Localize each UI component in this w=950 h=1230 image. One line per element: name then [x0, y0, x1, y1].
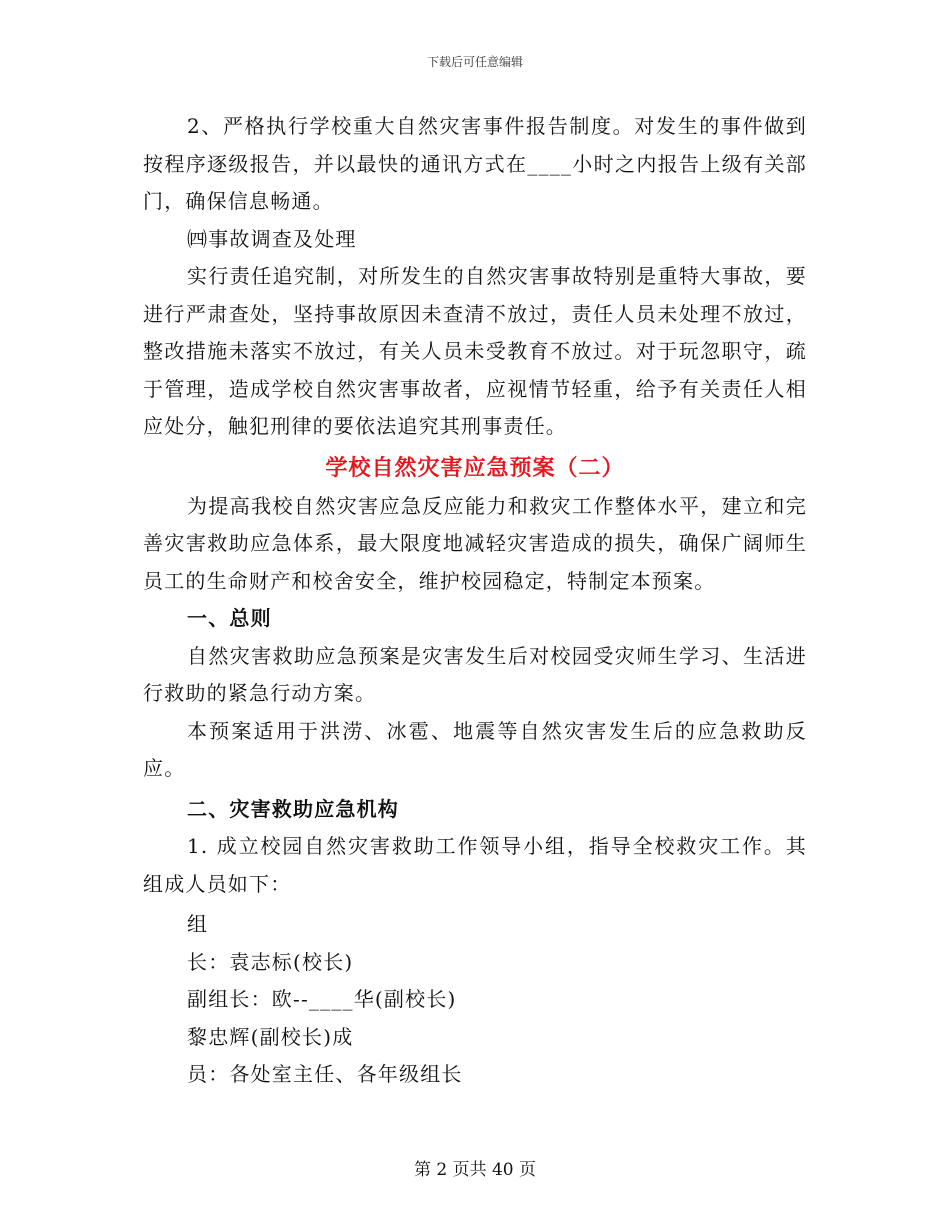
paragraph-purpose: 为提高我校自然灾害应急反应能力和救灾工作整体水平，建立和完善灾害救助应急体系，最大限度地减轻灾害造成的损失，确保广阔师生员工的生命财产和校舍安全，维护校园稳定，特制定本预案。	[143, 493, 807, 593]
paragraph-scope: 本预案适用于洪涝、冰雹、地震等自然灾害发生后的应急救助反应。	[143, 718, 807, 780]
header-note: 下载后可任意编辑	[426, 55, 523, 69]
member-line: 黎忠辉(副校长)成	[187, 1024, 354, 1049]
member-line: 员：各处室主任、各年级组长	[187, 1062, 463, 1086]
member-line: 副组长：欧--____华(副校长)	[187, 987, 457, 1011]
page-number: 第 2 页共 40 页	[413, 1160, 537, 1180]
paragraph-report-system: 2、严格执行学校重大自然灾害事件报告制度。对发生的事件做到按程序逐级报告，并以最快的通讯方式在____小时之内报告上级有关部门，确保信息畅通。	[143, 114, 807, 213]
paragraph-leading-group: 1. 成立校园自然灾害救助工作领导小组，指导全校救灾工作。其组成人员如下：	[143, 834, 807, 896]
section-heading-organization: 二、灾害救助应急机构	[187, 796, 399, 821]
document-title: 学校自然灾害应急预案（二）	[325, 454, 625, 481]
document-body	[143, 108, 807, 1094]
paragraph-definition: 自然灾害救助应急预案是灾害发生后对校园受灾师生学习、生活进行救助的紧急行动方案。	[143, 643, 807, 705]
section-heading-investigation: ㈣事故调查及处理	[187, 226, 357, 251]
member-line: 组	[187, 912, 209, 936]
member-line: 长：袁志标(校长)	[187, 949, 354, 974]
paragraph-accountability: 实行责任追究制，对所发生的自然灾害事故特别是重特大事故，要进行严肃查处，坚持事故原因未查清不放过，责任人员未处理不放过，整改措施未落实不放过，有关人员未受教育不放过。对于玩忽职守，疏于管理，造成学校自然灾害事故者，应视情节轻重，给予有关责任人相应处分，触犯刑律的要依法追究其刑事责任。	[143, 264, 807, 438]
section-heading-general: 一、总则	[187, 606, 272, 630]
